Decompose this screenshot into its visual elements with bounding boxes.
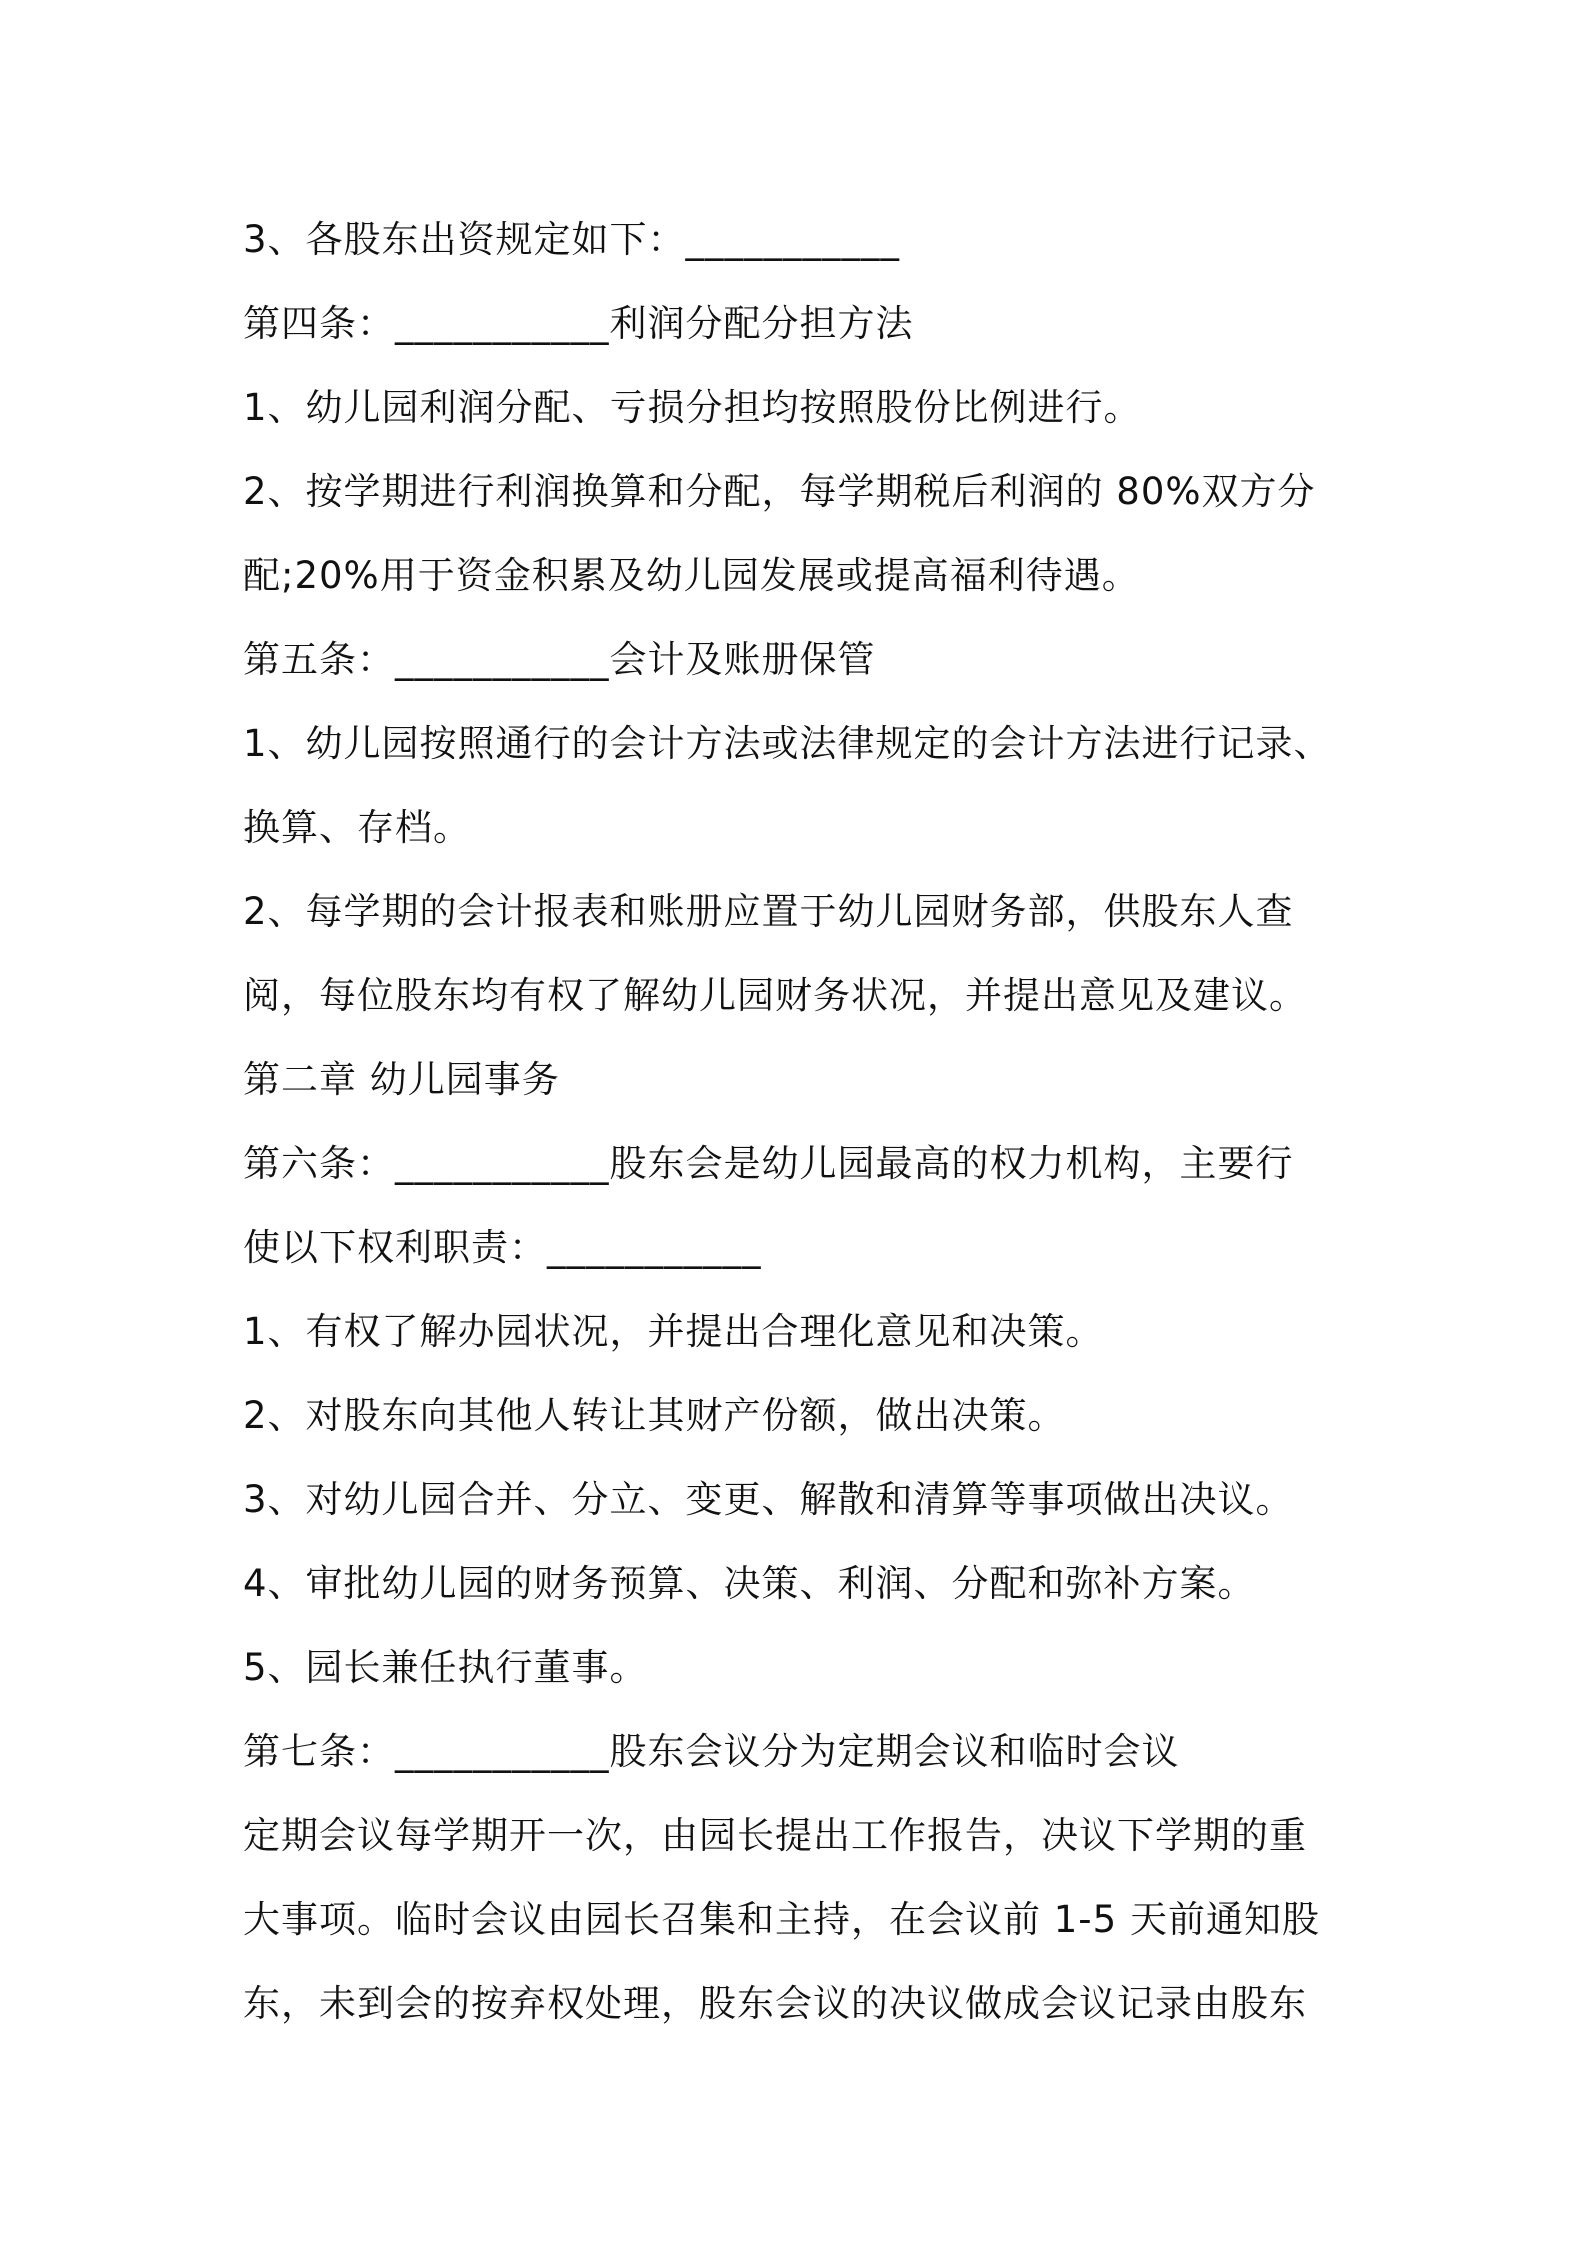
- text-line: 4、审批幼儿园的财务预算、决策、利润、分配和弥补方案。: [243, 1562, 1256, 1605]
- article-heading: 第六条：___________股东会是幼儿园最高的权力机构，主要行: [243, 1142, 1294, 1185]
- document-body: [243, 198, 1363, 2046]
- text-line: 3、对幼儿园合并、分立、变更、解散和清算等事项做出决议。: [243, 1478, 1294, 1521]
- text-line: 换算、存档。: [243, 806, 471, 849]
- text-line: 大事项。临时会议由园长召集和主持，在会议前 1-5 天前通知股: [243, 1898, 1320, 1941]
- text-line: 2、每学期的会计报表和账册应置于幼儿园财务部，供股东人查: [243, 890, 1294, 933]
- text-line: 2、对股东向其他人转让其财产份额，做出决策。: [243, 1394, 1066, 1437]
- text-line: 2、按学期进行利润换算和分配，每学期税后利润的 80%双方分: [243, 470, 1316, 513]
- chapter-heading: 第二章 幼儿园事务: [243, 1058, 560, 1101]
- article-heading: 第五条：___________会计及账册保管: [243, 638, 876, 681]
- text-line: 使以下权利职责：___________: [243, 1226, 762, 1269]
- article-heading: 第四条：___________利润分配分担方法: [243, 302, 914, 345]
- article-heading: 第七条：___________股东会议分为定期会议和临时会议: [243, 1730, 1180, 1773]
- text-line: 5、园长兼任执行董事。: [243, 1646, 648, 1689]
- text-line: 3、各股东出资规定如下：___________: [243, 218, 901, 261]
- text-line: 1、有权了解办园状况，并提出合理化意见和决策。: [243, 1310, 1104, 1353]
- text-line: 东，未到会的按弃权处理，股东会议的决议做成会议记录由股东: [243, 1982, 1307, 2025]
- text-line: 1、幼儿园按照通行的会计方法或法律规定的会计方法进行记录、: [243, 722, 1332, 765]
- text-line: 配;20%用于资金积累及幼儿园发展或提高福利待遇。: [243, 554, 1140, 597]
- text-line: 定期会议每学期开一次，由园长提出工作报告，决议下学期的重: [243, 1814, 1307, 1857]
- text-line: 1、幼儿园利润分配、亏损分担均按照股份比例进行。: [243, 386, 1142, 429]
- text-line: 阅，每位股东均有权了解幼儿园财务状况，并提出意见及建议。: [243, 974, 1307, 1017]
